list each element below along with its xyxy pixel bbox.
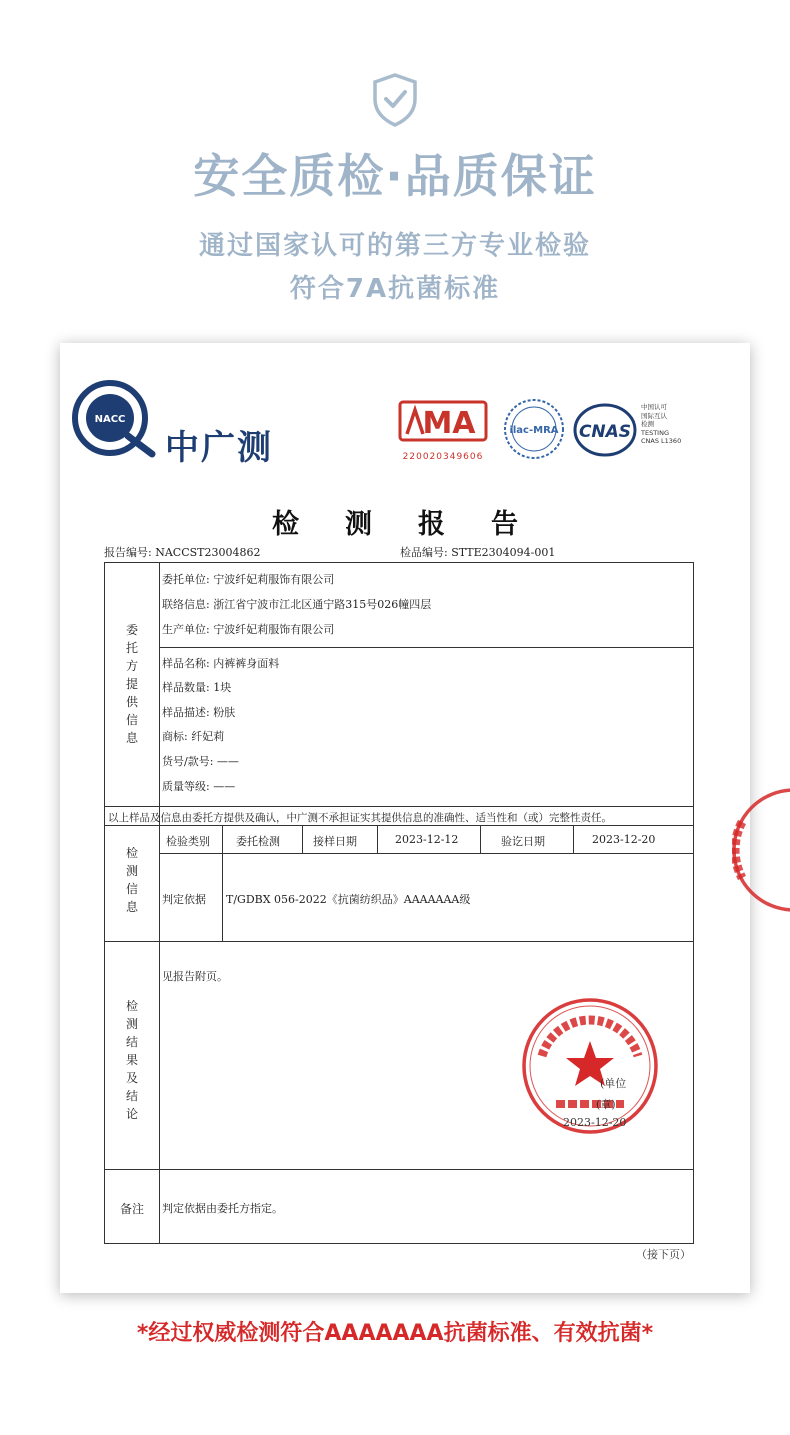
basis-value: T/GDBX 056-2022《抗菌纺织品》AAAAAAA级 bbox=[226, 893, 471, 906]
test-type-value: 委托检测 bbox=[236, 835, 280, 848]
cnas-logo-text: CNAS bbox=[578, 422, 632, 442]
sample-name-field: 样品名称: 内裤裤身面料 bbox=[162, 657, 280, 670]
contact-field: 联络信息: 浙江省宁波市江北区通宁路315号026幢四层 bbox=[162, 598, 432, 611]
disclaimer: 以上样品及信息由委托方提供及确认，中广测不承担证实其提供信息的准确性、适当性和（或）完整性责任。 bbox=[108, 812, 612, 824]
basis-label: 判定依据 bbox=[162, 893, 206, 906]
ilac-mra-logo bbox=[502, 397, 566, 461]
finish-date-label: 验讫日期 bbox=[501, 835, 545, 848]
receive-date-label: 接样日期 bbox=[313, 835, 357, 848]
report-number: 报告编号: NACCST23004862 bbox=[104, 546, 261, 559]
cnas-caption-line: CNAS L1360 bbox=[641, 437, 682, 445]
sample-qty-field: 样品数量: 1块 bbox=[162, 681, 232, 694]
report-title: 检测报告 bbox=[272, 509, 564, 540]
brand-name: 中广测 bbox=[165, 428, 273, 468]
cma-mark bbox=[397, 398, 489, 462]
next-page-note: （接下页） bbox=[636, 1248, 691, 1261]
cnas-caption bbox=[641, 403, 701, 446]
nacc-logo bbox=[70, 378, 160, 460]
shield-check-icon bbox=[370, 72, 420, 128]
nacc-logo-text: NACC bbox=[94, 414, 126, 425]
red-seal bbox=[520, 996, 660, 1136]
row-divider bbox=[105, 941, 693, 942]
column-divider bbox=[222, 825, 223, 941]
column-divider bbox=[377, 825, 378, 853]
sample-number: 检品编号: STTE2304094-001 bbox=[400, 546, 556, 559]
subline-2: 符合7A抗菌标准 bbox=[289, 274, 501, 304]
cnas-caption-line: TESTING bbox=[641, 428, 669, 437]
headline: 安全质检·品质保证 bbox=[193, 149, 597, 203]
seal-zhang: (章) bbox=[596, 1098, 616, 1111]
cma-logo-text: MA bbox=[422, 406, 476, 441]
column-divider bbox=[573, 825, 574, 853]
row-divider bbox=[105, 825, 693, 826]
producer-field: 生产单位: 宁波纤妃莉服饰有限公司 bbox=[162, 623, 335, 636]
test-type-label: 检验类别 bbox=[166, 835, 210, 848]
section-client-label: 委托方提供信息 bbox=[125, 623, 138, 745]
sample-desc-field: 样品描述: 粉肤 bbox=[162, 706, 236, 719]
cma-logo bbox=[397, 398, 489, 446]
column-divider bbox=[480, 825, 481, 853]
seal-date: 2023-12-20 bbox=[563, 1116, 627, 1129]
finish-date-value: 2023-12-20 bbox=[592, 833, 656, 846]
remark-label: 备注 bbox=[120, 1202, 145, 1216]
section-test-label: 检测信息 bbox=[125, 846, 138, 914]
subline-1: 通过国家认可的第三方专业检验 bbox=[198, 231, 591, 261]
section-result-label: 检测结果及结论 bbox=[125, 999, 138, 1121]
trademark-field: 商标: 纤妃莉 bbox=[162, 730, 225, 743]
footer-note: *经过权威检测符合AAAAAAA抗菌标准、有效抗菌* bbox=[136, 1321, 654, 1346]
report-table bbox=[104, 562, 694, 1244]
client-field: 委托单位: 宁波纤妃莉服饰有限公司 bbox=[162, 573, 335, 586]
remark-text: 判定依据由委托方指定。 bbox=[162, 1202, 283, 1215]
cnas-caption-line: 国际互认 bbox=[641, 411, 667, 420]
column-divider bbox=[159, 563, 160, 1243]
result-text: 见报告附页。 bbox=[162, 970, 228, 983]
cnas-logo bbox=[572, 402, 638, 458]
cnas-caption-line: 检测 bbox=[641, 420, 654, 428]
partial-red-seal bbox=[732, 782, 790, 917]
row-divider bbox=[105, 1169, 693, 1170]
row-divider bbox=[159, 853, 693, 854]
item-no-field: 货号/款号: —— bbox=[162, 755, 239, 768]
grade-field: 质量等级: —— bbox=[162, 780, 236, 793]
ilac-logo-text: ilac-MRA bbox=[509, 425, 559, 436]
column-divider bbox=[302, 825, 303, 853]
row-divider bbox=[159, 647, 693, 648]
row-divider bbox=[105, 806, 693, 807]
cma-code: 220020349606 bbox=[402, 452, 484, 462]
receive-date-value: 2023-12-12 bbox=[395, 833, 459, 846]
cnas-caption-line: 中国认可 bbox=[641, 403, 667, 411]
seal-unit: (单位 bbox=[600, 1077, 627, 1090]
